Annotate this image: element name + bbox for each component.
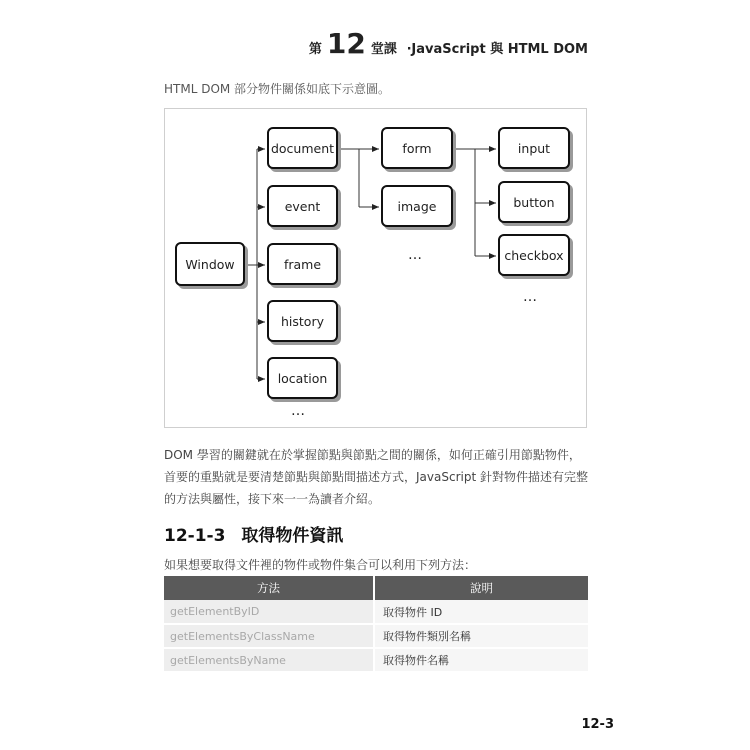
document-children-ellipsis: …: [408, 247, 424, 263]
node-frame: frame: [267, 243, 338, 285]
section-number: 12-1-3: [164, 526, 226, 546]
section-heading: [164, 521, 343, 546]
method-description: 取得物件 ID: [374, 600, 588, 624]
chapter-number: 12: [326, 27, 366, 60]
node-input: input: [498, 127, 570, 169]
column-header-description: 說明: [374, 576, 588, 600]
table-row: [164, 624, 588, 648]
node-window: Window: [175, 242, 245, 286]
window-children-ellipsis: …: [291, 403, 307, 419]
chapter-suffix: 堂課: [370, 42, 397, 57]
chapter-prefix: 第: [308, 42, 322, 57]
method-description: 取得物件類別名稱: [374, 624, 588, 648]
node-event: event: [267, 185, 338, 227]
column-header-method: 方法: [164, 576, 374, 600]
table-row: [164, 600, 588, 624]
node-button: button: [498, 181, 570, 223]
method-name: getElementsByClassName: [164, 624, 374, 648]
methods-table: [164, 576, 588, 673]
paragraph-line: DOM 學習的關鍵就在於掌握節點與節點之間的關係，如何正確引用節點物件，: [164, 448, 581, 462]
chapter-header: [308, 27, 588, 60]
method-name: getElementByID: [164, 600, 374, 624]
node-location: location: [267, 357, 338, 399]
node-checkbox: checkbox: [498, 234, 570, 276]
method-description: 取得物件名稱: [374, 648, 588, 672]
form-children-ellipsis: …: [523, 289, 539, 305]
diagram-intro: HTML DOM 部分物件關係如底下示意圖。: [164, 82, 391, 96]
body-paragraph: [164, 444, 592, 510]
method-name: getElementsByName: [164, 648, 374, 672]
node-document: document: [267, 127, 338, 169]
table-lead-text: 如果想要取得文件裡的物件或物件集合可以利用下列方法：: [164, 558, 477, 572]
dom-diagram: [164, 108, 587, 428]
node-history: history: [267, 300, 338, 342]
paragraph-line: 的方法與屬性，接下來一一為讀者介紹。: [164, 492, 381, 506]
table-row: [164, 648, 588, 672]
table-header-row: [164, 576, 588, 600]
node-form: form: [381, 127, 453, 169]
chapter-title: ‧JavaScript 與 HTML DOM: [406, 42, 588, 57]
section-title-text: 取得物件資訊: [241, 526, 344, 546]
paragraph-line: 首要的重點就是要清楚節點與節點間描述方式，JavaScript 針對物件描述有完整: [164, 470, 588, 484]
node-image: image: [381, 185, 453, 227]
page-number: 12-3: [581, 717, 614, 732]
